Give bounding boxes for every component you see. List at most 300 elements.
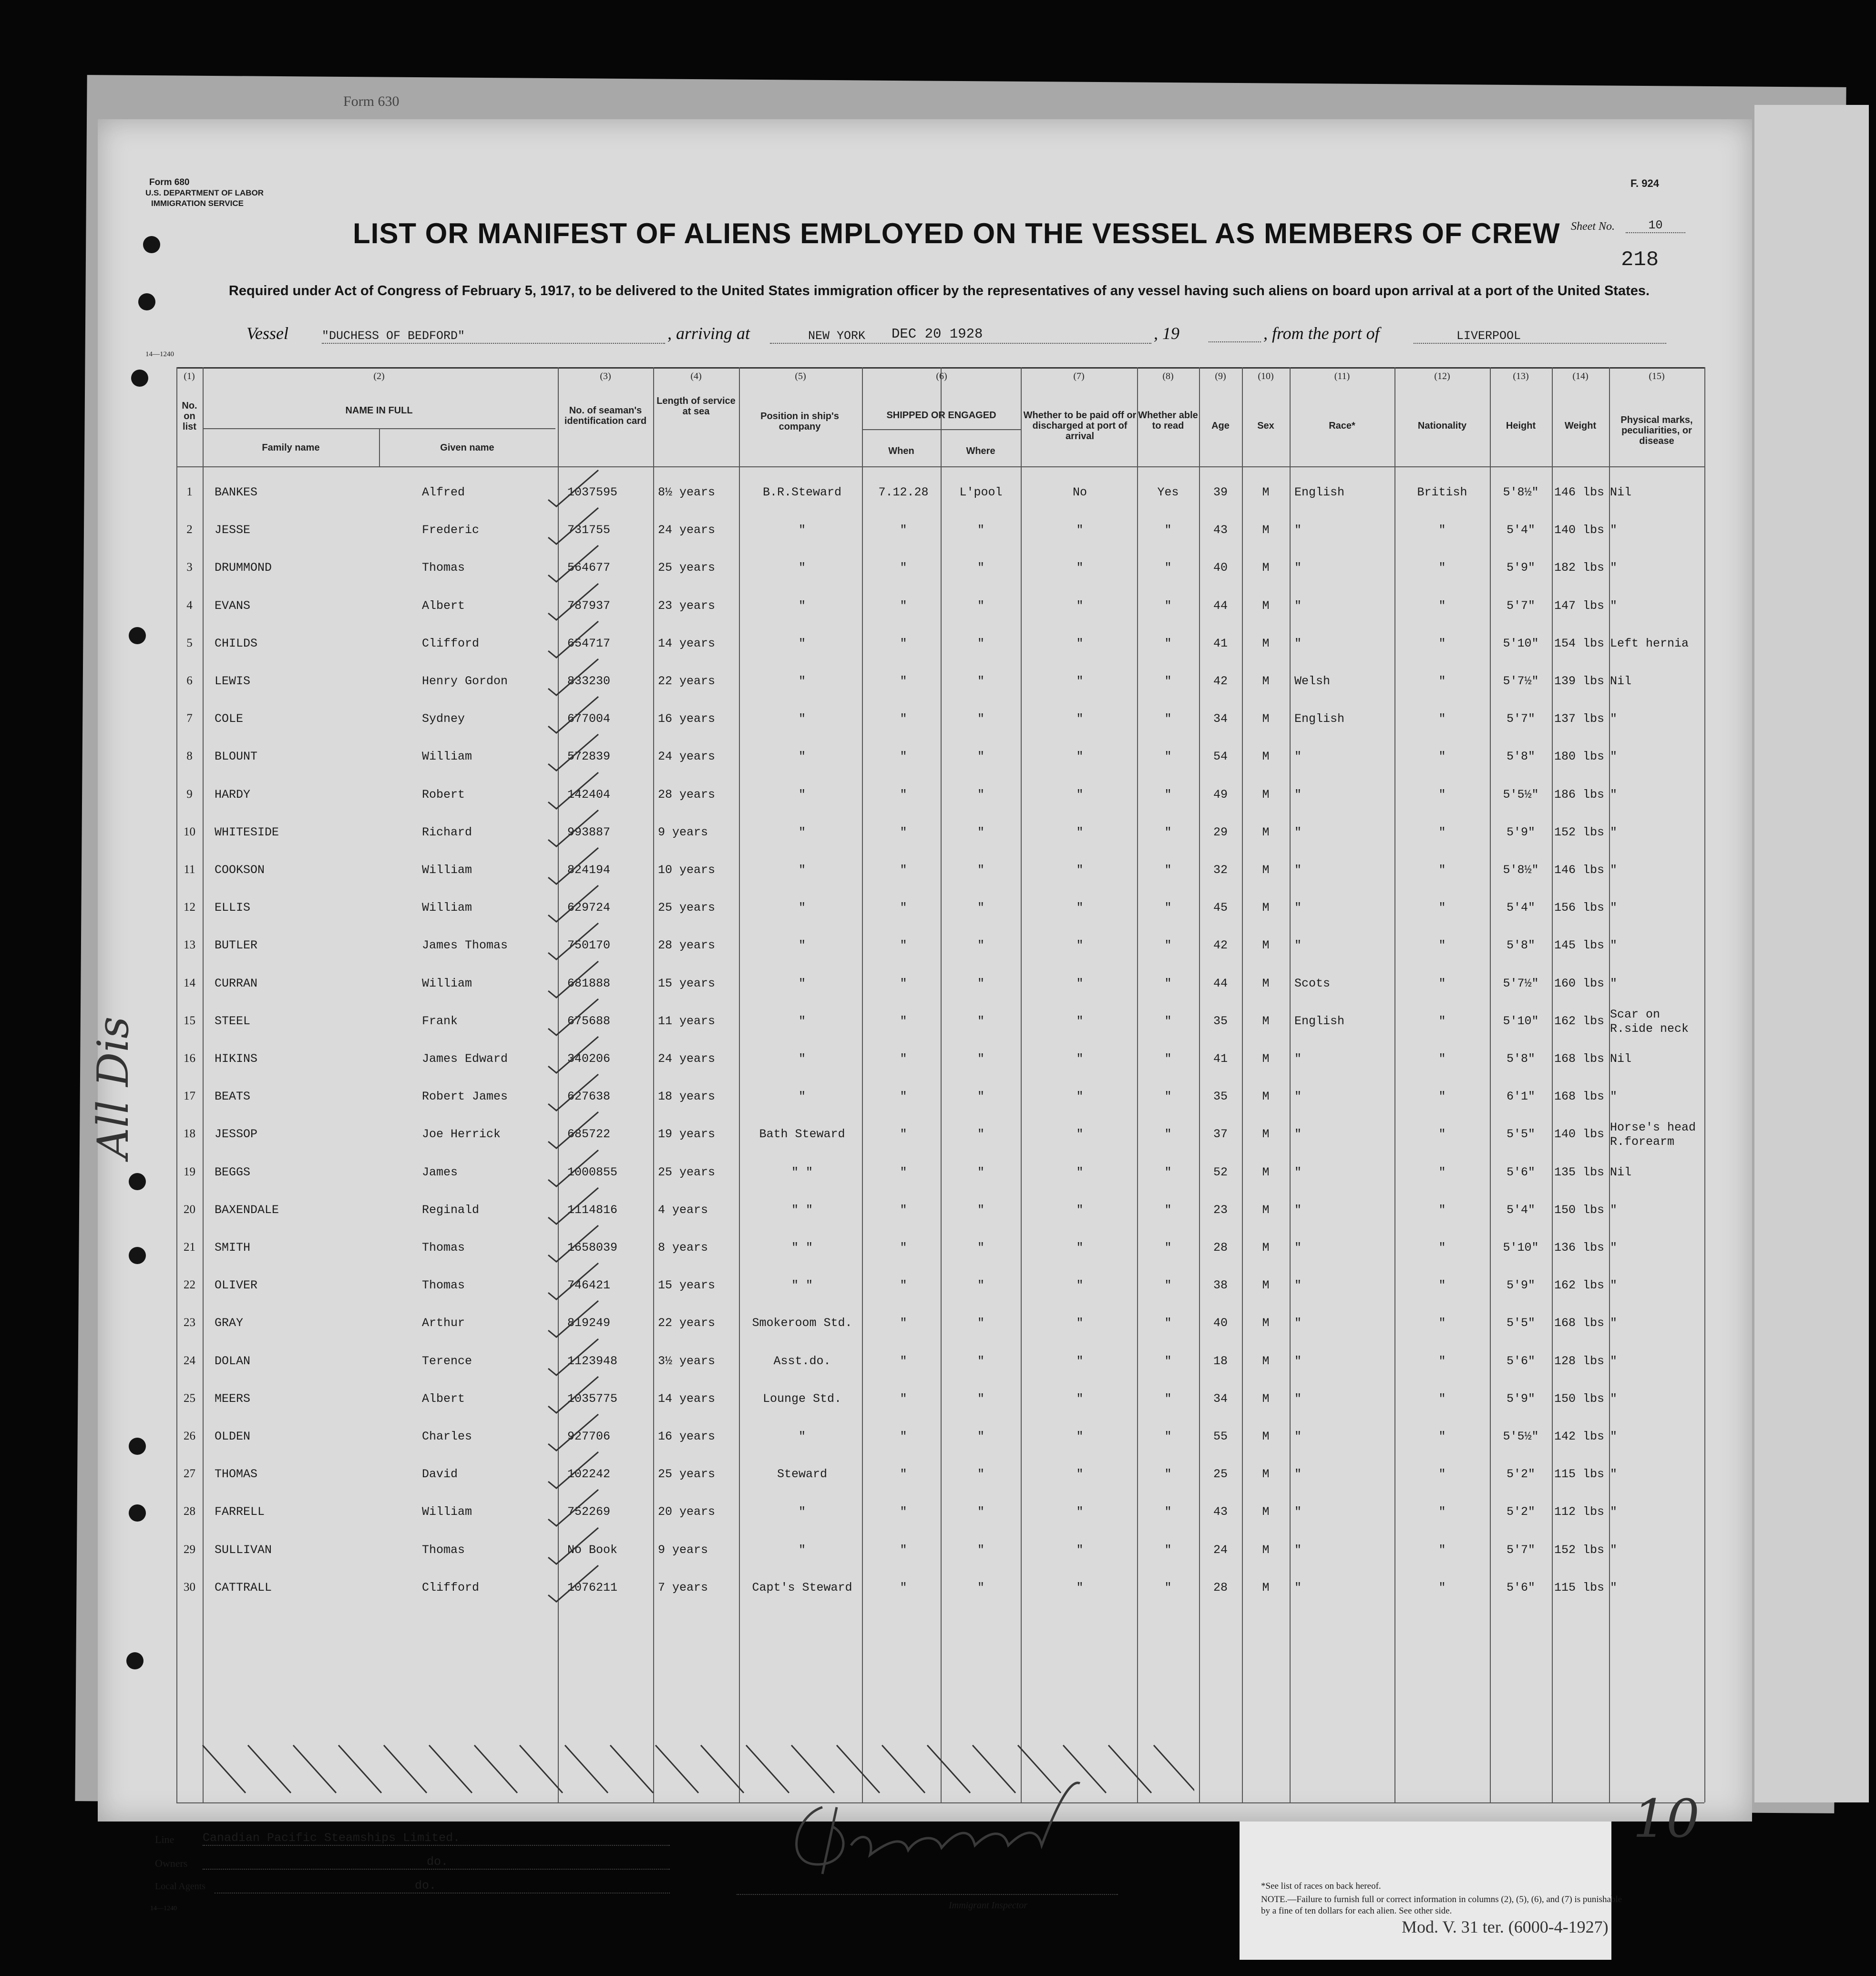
cell-when: " <box>900 1052 907 1066</box>
cell-family: HARDY <box>215 787 251 802</box>
cell-height: 5'6" <box>1506 1354 1535 1368</box>
cell-given: James Thomas <box>422 938 508 953</box>
cell-no: 19 <box>184 1165 195 1178</box>
cell-when: " <box>900 976 907 990</box>
cell-no: 26 <box>184 1430 195 1442</box>
cell-when: " <box>900 636 907 650</box>
cell-paid: " <box>1076 598 1084 613</box>
cell-service: 20 years <box>658 1505 716 1519</box>
cell-paid: " <box>1076 1090 1084 1104</box>
cell-age: 41 <box>1213 1052 1228 1066</box>
cell-service: 4 years <box>658 1203 708 1217</box>
cell-position: " <box>798 825 806 839</box>
cell-height: 5'8½" <box>1503 485 1539 499</box>
check-mark-icon <box>546 806 603 849</box>
column-number: (2) <box>373 371 385 381</box>
cell-given: Albert <box>422 1391 465 1406</box>
header-position: Position in ship's company <box>760 411 839 432</box>
cell-weight: 150 lbs <box>1554 1391 1605 1406</box>
punch-hole <box>129 1247 146 1264</box>
cell-service: 24 years <box>658 523 716 537</box>
cell-age: 34 <box>1213 1391 1228 1406</box>
cell-marks: " <box>1610 938 1618 953</box>
cell-card: 1076211 <box>567 1580 618 1595</box>
cell-position: Bath Steward <box>759 1127 845 1142</box>
cell-race: " <box>1294 1090 1302 1104</box>
check-mark-icon <box>546 1259 603 1302</box>
form-reference: F. 924 <box>1630 177 1659 189</box>
cell-paid: " <box>1076 1391 1084 1406</box>
cell-weight: 162 lbs <box>1554 1278 1605 1293</box>
cell-card: 1037595 <box>567 485 618 499</box>
column-number: (13) <box>1513 371 1529 381</box>
cell-age: 43 <box>1213 523 1228 537</box>
cell-height: 5'10" <box>1503 636 1539 650</box>
cell-position: " <box>798 674 806 688</box>
cell-height: 5'7" <box>1506 712 1535 726</box>
cell-family: CURRAN <box>215 976 258 990</box>
cell-where: " <box>977 1241 984 1255</box>
cell-service: 19 years <box>658 1127 716 1142</box>
cell-no: 5 <box>186 636 193 649</box>
cell-service: 14 years <box>658 1391 716 1406</box>
cell-read: " <box>1164 976 1172 990</box>
cell-card: 824194 <box>567 863 611 877</box>
cell-weight: 115 lbs <box>1554 1580 1605 1595</box>
cell-weight: 147 lbs <box>1554 598 1605 613</box>
cell-paid: " <box>1076 1505 1084 1519</box>
cell-nationality: " <box>1438 938 1446 953</box>
cell-family: CATTRALL <box>215 1580 272 1595</box>
cell-marks: " <box>1610 1580 1618 1595</box>
cell-where: " <box>977 1052 984 1066</box>
cell-service: 7 years <box>658 1580 708 1595</box>
cell-height: 5'8½" <box>1503 863 1539 877</box>
cell-card: 629724 <box>567 901 611 915</box>
cell-no: 2 <box>186 523 193 536</box>
cell-nationality: " <box>1438 523 1446 537</box>
cell-card: 1035775 <box>567 1391 618 1406</box>
cell-position: Capt's Steward <box>752 1580 852 1595</box>
cell-age: 39 <box>1213 485 1228 499</box>
cell-given: Henry Gordon <box>422 674 508 688</box>
cell-age: 55 <box>1213 1430 1228 1443</box>
cell-where: " <box>977 1316 984 1330</box>
cell-nationality: " <box>1438 825 1446 839</box>
cell-age: 42 <box>1213 938 1228 953</box>
cell-marks: " <box>1610 1430 1618 1443</box>
check-mark-icon <box>546 1448 603 1491</box>
cell-given: Frank <box>422 1014 458 1028</box>
cell-race: " <box>1294 1127 1302 1142</box>
cell-race: " <box>1294 1316 1302 1330</box>
cell-when: " <box>900 1354 907 1368</box>
cell-position: " <box>798 787 806 802</box>
cell-where: " <box>977 523 984 537</box>
document-title: LIST OR MANIFEST OF ALIENS EMPLOYED ON THE VESSEL AS MEMBERS OF CREW <box>353 217 1560 249</box>
punch-hole <box>131 370 148 387</box>
cell-read: " <box>1164 1278 1172 1293</box>
cell-marks: Scar on R.side neck <box>1610 1007 1689 1036</box>
cell-nationality: " <box>1438 1241 1446 1255</box>
cell-sex: M <box>1262 1090 1270 1104</box>
cell-card: 572839 <box>567 750 611 764</box>
cell-marks: Nil <box>1610 674 1632 688</box>
cell-given: Terence <box>422 1354 472 1368</box>
cell-when: " <box>900 1014 907 1028</box>
cell-family: SMITH <box>215 1241 251 1255</box>
cell-sex: M <box>1262 1203 1270 1217</box>
cell-height: 5'7½" <box>1503 674 1539 688</box>
cell-weight: 146 lbs <box>1554 485 1605 499</box>
cell-read: " <box>1164 561 1172 575</box>
cell-card: 752269 <box>567 1505 611 1519</box>
cell-height: 5'10" <box>1503 1014 1539 1028</box>
cell-service: 8½ years <box>658 485 716 499</box>
cell-weight: 128 lbs <box>1554 1354 1605 1368</box>
cell-sex: M <box>1262 787 1270 802</box>
cell-nationality: " <box>1438 712 1446 726</box>
cell-age: 35 <box>1213 1014 1228 1028</box>
check-mark-icon <box>546 693 603 736</box>
cell-race: " <box>1294 750 1302 764</box>
cell-paid: " <box>1076 1467 1084 1482</box>
margin-annotation: All Dis <box>88 1016 138 1159</box>
cell-weight: 168 lbs <box>1554 1052 1605 1066</box>
cell-family: SULLIVAN <box>215 1543 272 1557</box>
cell-read: " <box>1164 1090 1172 1104</box>
column-number: (10) <box>1258 371 1274 381</box>
cell-paid: " <box>1076 1127 1084 1142</box>
line-label: Line <box>155 1833 174 1845</box>
cell-card: 1114816 <box>567 1203 618 1217</box>
cell-height: 5'8" <box>1506 1052 1535 1066</box>
cell-card: 993887 <box>567 825 611 839</box>
cell-weight: 156 lbs <box>1554 901 1605 915</box>
cell-card: 833230 <box>567 674 611 688</box>
departure-port: LIVERPOOL <box>1414 329 1666 344</box>
cell-age: 38 <box>1213 1278 1228 1293</box>
cell-nationality: " <box>1438 1430 1446 1443</box>
cell-where: " <box>977 1127 984 1142</box>
column-rule <box>1021 367 1022 1802</box>
cell-marks: " <box>1610 1391 1618 1406</box>
header-sex: Sex <box>1257 421 1274 431</box>
cell-nationality: " <box>1438 1165 1446 1179</box>
top-form-tag: Form 630 <box>343 93 400 109</box>
cell-given: Charles <box>422 1430 472 1443</box>
cell-paid: " <box>1076 674 1084 688</box>
cell-race: " <box>1294 938 1302 953</box>
cell-age: 37 <box>1213 1127 1228 1142</box>
cell-paid: No <box>1072 485 1087 499</box>
cell-given: Thomas <box>422 1543 465 1557</box>
cell-nationality: " <box>1438 863 1446 877</box>
cell-card: 102242 <box>567 1467 611 1482</box>
cell-when: " <box>900 750 907 764</box>
cell-paid: " <box>1076 1278 1084 1293</box>
cell-sex: M <box>1262 1354 1270 1368</box>
cell-nationality: " <box>1438 787 1446 802</box>
check-mark-icon <box>546 1373 603 1416</box>
cell-sex: M <box>1262 1391 1270 1406</box>
cell-no: 13 <box>184 938 195 952</box>
cell-race: " <box>1294 1467 1302 1482</box>
punch-hole <box>143 236 160 253</box>
vessel-label: Vessel <box>246 324 288 343</box>
cell-nationality: " <box>1438 976 1446 990</box>
check-mark-icon <box>546 1297 603 1340</box>
arriving-port: NEW YORK <box>770 329 1151 344</box>
check-mark-icon <box>546 1335 603 1378</box>
cell-paid: " <box>1076 1580 1084 1595</box>
cell-given: Joe Herrick <box>422 1127 501 1142</box>
cell-weight: 140 lbs <box>1554 1127 1605 1142</box>
cell-position: " <box>798 1543 806 1557</box>
cell-where: " <box>977 1543 984 1557</box>
cell-paid: " <box>1076 1241 1084 1255</box>
slip-text: Mod. V. 31 ter. (6000-4-1927) <box>1402 1917 1609 1936</box>
cell-sex: M <box>1262 523 1270 537</box>
cell-no: 25 <box>184 1391 195 1405</box>
cell-read: " <box>1164 1203 1172 1217</box>
header-service: Length of service at sea <box>656 396 736 417</box>
cell-read: Yes <box>1157 485 1179 499</box>
cell-sex: M <box>1262 1316 1270 1330</box>
cell-when: " <box>900 1278 907 1293</box>
cell-family: OLDEN <box>215 1430 251 1443</box>
cell-card: 819249 <box>567 1316 611 1330</box>
column-number: (12) <box>1434 371 1450 381</box>
cell-age: 34 <box>1213 712 1228 726</box>
cell-height: 5'9" <box>1506 1278 1535 1293</box>
cell-when: " <box>900 523 907 537</box>
cell-height: 5'4" <box>1506 901 1535 915</box>
sheet-label: Sheet No. <box>1571 220 1615 233</box>
cell-weight: 168 lbs <box>1554 1090 1605 1104</box>
cell-height: 5'5½" <box>1503 1430 1539 1443</box>
cell-race: " <box>1294 825 1302 839</box>
cell-position: " <box>798 561 806 575</box>
cell-nationality: British <box>1417 485 1467 499</box>
cell-service: 11 years <box>658 1014 716 1028</box>
cell-family: MEERS <box>215 1391 251 1406</box>
cell-nationality: " <box>1438 1203 1446 1217</box>
cell-family: DOLAN <box>215 1354 251 1368</box>
cell-sex: M <box>1262 674 1270 688</box>
cell-when: " <box>900 901 907 915</box>
cell-height: 5'4" <box>1506 1203 1535 1217</box>
cell-paid: " <box>1076 1543 1084 1557</box>
cell-read: " <box>1164 1241 1172 1255</box>
cell-no: 11 <box>184 863 195 876</box>
check-mark-icon <box>546 1222 603 1265</box>
punch-hole <box>129 627 146 644</box>
cell-service: 28 years <box>658 938 716 953</box>
cell-race: " <box>1294 598 1302 613</box>
cell-sex: M <box>1262 712 1270 726</box>
cell-marks: " <box>1610 712 1618 726</box>
cell-nationality: " <box>1438 750 1446 764</box>
cell-position: " " <box>791 1203 813 1217</box>
cell-race: " <box>1294 863 1302 877</box>
cell-weight: 137 lbs <box>1554 712 1605 726</box>
column-rule <box>1290 367 1291 1802</box>
cell-service: 16 years <box>658 1430 716 1443</box>
cell-family: BANKES <box>215 485 258 499</box>
cell-weight: 139 lbs <box>1554 674 1605 688</box>
cell-when: " <box>900 598 907 613</box>
cell-given: William <box>422 750 472 764</box>
cell-service: 22 years <box>658 1316 716 1330</box>
check-mark-icon <box>546 844 603 887</box>
cell-position: Asst.do. <box>773 1354 831 1368</box>
cell-when: " <box>900 787 907 802</box>
cell-card: 340206 <box>567 1052 611 1066</box>
column-rule <box>862 367 863 1802</box>
cell-race: " <box>1294 1052 1302 1066</box>
cell-nationality: " <box>1438 1014 1446 1028</box>
cell-age: 41 <box>1213 636 1228 650</box>
cell-no: 16 <box>184 1052 195 1065</box>
cell-paid: " <box>1076 825 1084 839</box>
arriving-label: , arriving at <box>667 324 750 343</box>
cell-given: Robert <box>422 787 465 802</box>
cell-where: " <box>977 1278 984 1293</box>
cell-when: " <box>900 1127 907 1142</box>
cell-race: " <box>1294 561 1302 575</box>
cell-marks: " <box>1610 787 1618 802</box>
cell-age: 44 <box>1213 976 1228 990</box>
cell-where: " <box>977 712 984 726</box>
cell-card: 685722 <box>567 1127 611 1142</box>
cell-nationality: " <box>1438 1127 1446 1142</box>
cell-weight: 112 lbs <box>1554 1505 1605 1519</box>
cell-where: " <box>977 1467 984 1482</box>
cell-where: " <box>977 863 984 877</box>
cell-weight: 180 lbs <box>1554 750 1605 764</box>
sheet-number: 10 <box>1626 218 1685 233</box>
cell-given: Robert James <box>422 1090 508 1104</box>
check-mark-icon <box>546 1184 603 1227</box>
cell-marks: " <box>1610 825 1618 839</box>
cell-sex: M <box>1262 1052 1270 1066</box>
cell-height: 5'9" <box>1506 1391 1535 1406</box>
cell-given: Thomas <box>422 1241 465 1255</box>
cell-marks: " <box>1610 1203 1618 1217</box>
header-able-to-read: Whether able to read <box>1138 410 1198 431</box>
cell-when: " <box>900 938 907 953</box>
footer-form-code: 14—1240 <box>150 1905 177 1912</box>
cell-where: L'pool <box>959 485 1003 499</box>
cell-paid: " <box>1076 863 1084 877</box>
cell-sex: M <box>1262 825 1270 839</box>
punch-hole <box>138 293 155 310</box>
cell-paid: " <box>1076 712 1084 726</box>
cell-nationality: " <box>1438 674 1446 688</box>
cell-sex: M <box>1262 598 1270 613</box>
form-code: 14—1240 <box>145 350 174 358</box>
service-name: IMMIGRATION SERVICE <box>151 199 244 208</box>
owners-value: do. <box>203 1855 670 1870</box>
cell-marks: " <box>1610 1316 1618 1330</box>
cell-marks: Nil <box>1610 1165 1632 1179</box>
cell-weight: 186 lbs <box>1554 787 1605 802</box>
cell-no: 15 <box>184 1014 195 1027</box>
cell-read: " <box>1164 863 1172 877</box>
agents-label: Local Agents <box>155 1881 206 1892</box>
cell-age: 25 <box>1213 1467 1228 1482</box>
cell-no: 24 <box>184 1354 195 1367</box>
cell-when: " <box>900 863 907 877</box>
cell-paid: " <box>1076 1203 1084 1217</box>
header-nationality: Nationality <box>1417 421 1467 431</box>
cell-marks: " <box>1610 901 1618 915</box>
cell-read: " <box>1164 523 1172 537</box>
cell-position: " " <box>791 1241 813 1255</box>
cell-race: " <box>1294 1241 1302 1255</box>
cell-position: Lounge Std. <box>762 1391 842 1406</box>
cell-service: 25 years <box>658 561 716 575</box>
column-number: (5) <box>795 371 806 381</box>
header-family-name: Family name <box>262 443 320 453</box>
cell-given: Thomas <box>422 561 465 575</box>
cell-family: STEEL <box>215 1014 251 1028</box>
cell-given: William <box>422 863 472 877</box>
cell-family: WHITESIDE <box>215 825 279 839</box>
cell-given: Arthur <box>422 1316 465 1330</box>
cell-family: LEWIS <box>215 674 251 688</box>
cell-sex: M <box>1262 938 1270 953</box>
cell-when: " <box>900 1090 907 1104</box>
cell-read: " <box>1164 750 1172 764</box>
cell-position: " <box>798 523 806 537</box>
cell-where: " <box>977 674 984 688</box>
cell-card: 681888 <box>567 976 611 990</box>
column-number: (8) <box>1162 371 1174 381</box>
cell-no: 17 <box>184 1090 195 1103</box>
cell-family: JESSOP <box>215 1127 258 1142</box>
cell-service: 24 years <box>658 750 716 764</box>
cell-race: " <box>1294 1580 1302 1595</box>
cell-when: " <box>900 561 907 575</box>
cell-service: 25 years <box>658 1467 716 1482</box>
cell-sex: M <box>1262 561 1270 575</box>
cell-family: BAXENDALE <box>215 1203 279 1217</box>
cell-read: " <box>1164 901 1172 915</box>
cell-family: BEATS <box>215 1090 251 1104</box>
cell-age: 32 <box>1213 863 1228 877</box>
cell-sex: M <box>1262 1278 1270 1293</box>
cell-paid: " <box>1076 1014 1084 1028</box>
cell-height: 6'1" <box>1506 1090 1535 1104</box>
cell-height: 5'7" <box>1506 598 1535 613</box>
cell-where: " <box>977 636 984 650</box>
check-mark-icon <box>546 655 603 698</box>
cell-no: 27 <box>184 1467 195 1481</box>
cell-card: 677004 <box>567 712 611 726</box>
cell-age: 28 <box>1213 1580 1228 1595</box>
cell-paid: " <box>1076 1430 1084 1443</box>
cell-height: 5'9" <box>1506 561 1535 575</box>
cell-card: No Book <box>567 1543 618 1557</box>
cell-weight: 160 lbs <box>1554 976 1605 990</box>
cell-where: " <box>977 561 984 575</box>
cell-height: 5'7" <box>1506 1543 1535 1557</box>
cell-read: " <box>1164 1505 1172 1519</box>
cell-height: 5'5" <box>1506 1127 1535 1142</box>
cell-sex: M <box>1262 1165 1270 1179</box>
